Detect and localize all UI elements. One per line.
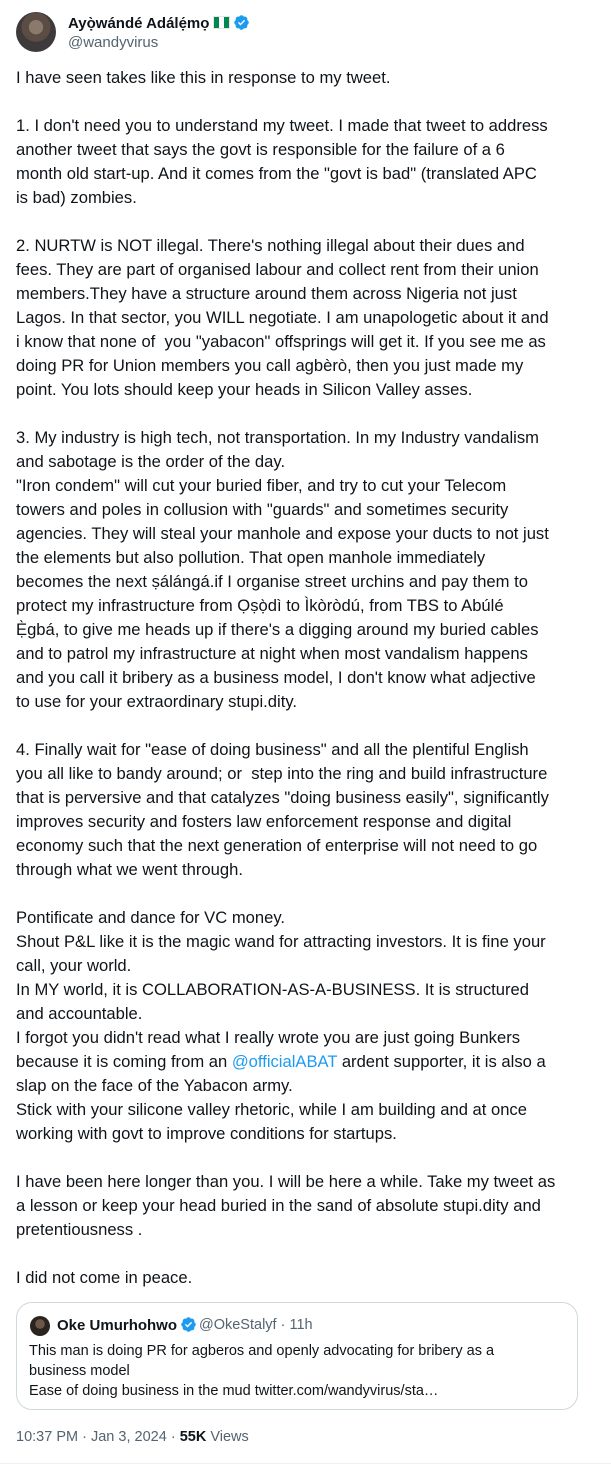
tweet-line: and to patrol my infrastructure at night when most vandalism happens [16,644,528,663]
meta-separator: · [82,1429,87,1445]
tweet-blank-line [16,402,591,426]
tweet-date[interactable]: Jan 3, 2024 [90,1429,167,1445]
tweet-line: slap on the face of the Yabacon army. [16,1076,293,1095]
divider [0,1463,611,1464]
tweet-line: fees. They are part of organised labour and collect rent from their union [16,260,539,279]
tweet-line: call, your world. [16,956,132,975]
verified-badge-icon [233,14,250,31]
tweet-time[interactable]: 10:37 PM [16,1429,79,1445]
avatar[interactable] [16,12,56,52]
nigeria-flag-icon [213,16,230,29]
meta-separator: · [280,1317,286,1333]
tweet-line: I did not come in peace. [16,1268,193,1287]
author-name-row[interactable] [68,14,250,32]
tweet-blank-line [16,714,591,738]
tweet-line: Shout P&L like it is the magic wand for attracting investors. It is fine your [16,932,546,951]
tweet-line: and sabotage is the order of the day. [16,452,286,471]
tweet-line: economy such that the next generation of enterprise will not need to go [16,836,538,855]
tweet-line: 3. My industry is high tech, not transportation. In my Industry vandalism [16,428,539,447]
author-handle[interactable]: @wandyvirus [68,34,159,51]
quoted-time[interactable]: 11h [289,1317,313,1333]
views-count: 55K [179,1429,207,1445]
mention-link[interactable]: @officialABAT [231,1052,338,1071]
tweet-line: 2. NURTW is NOT illegal. There's nothing illegal about their dues and [16,236,525,255]
tweet-line: another tweet that says the govt is responsible for the failure of a 6 [16,140,505,159]
verified-badge-icon [180,1316,197,1333]
quoted-meta [199,1317,313,1333]
tweet-line: pretentiousness . [16,1220,143,1239]
tweet-line: Ẹ̀gbá, to give me heads up if there's a digging around my buried cables [16,620,539,639]
quoted-avatar[interactable] [30,1316,50,1336]
meta-separator: · [170,1429,176,1445]
tweet-blank-line [16,1242,591,1266]
tweet-line: protect my infrastructure from Ọṣọ̀dì to Ìkòròdú, from TBS to Abúlé [16,596,504,615]
quoted-line: Ease of doing business in the mud twitter.com/wandyvirus/sta… [29,1383,439,1399]
views-label: Views [210,1429,249,1445]
tweet-line-with-mention [16,1050,591,1074]
tweet-line: point. You lots should keep your heads in Silicon Valley asses. [16,380,473,399]
tweet-line: Stick with your silicone valley rhetoric, while I am building and at once [16,1100,527,1119]
tweet-line: working with govt to improve conditions for startups. [16,1124,397,1143]
tweet-line: "Iron condem" will cut your buried fiber, and try to cut your Telecom [16,476,507,495]
quoted-author-name[interactable]: Oke Umurhohwo [57,1317,178,1334]
tweet-line: 4. Finally wait for "ease of doing business" and all the plentiful English [16,740,529,759]
tweet-text [16,66,591,1290]
tweet-line: I forgot you didn't read what I really wrote you are just going Bunkers [16,1028,521,1047]
tweet-line: you all like to bandy around; or step into the ring and build infrastructure [16,764,548,783]
tweet-line: improves security and fosters law enforcement response and digital [16,812,512,831]
quoted-line: business model [29,1363,130,1379]
tweet-meta [16,1429,249,1445]
tweet-line: the elements but also pollution. That open manhole immediately [16,548,486,567]
quoted-text [29,1341,569,1401]
tweet-line: becomes the next ṣálángá.if I organise street urchins and pay them to [16,572,528,591]
tweet-line: agencies. They will steal your manhole and expose your ducts to not just [16,524,549,543]
quoted-author-name-row[interactable] [57,1316,197,1334]
quoted-handle[interactable]: @OkeStalyf [199,1317,277,1333]
tweet-line: month old start-up. And it comes from the "govt is bad" (translated APC [16,164,537,183]
tweet-line-text: because it is coming from an [16,1052,232,1071]
tweet-line: through what we went through. [16,860,243,879]
tweet-blank-line [16,210,591,234]
tweet-blank-line [16,1146,591,1170]
tweet-blank-line [16,90,591,114]
tweet-line: to use for your extraordinary stupi.dity. [16,692,297,711]
tweet-line: Pontificate and dance for VC money. [16,908,286,927]
tweet-line: and you call it bribery as a business model, I don't know what adjective [16,668,536,687]
tweet-line: I have seen takes like this in response to my tweet. [16,68,391,87]
tweet-line: is bad) zombies. [16,188,137,207]
tweet-line: a lesson or keep your head buried in the sand of absolute stupi.dity and [16,1196,541,1215]
quoted-tweet[interactable] [16,1302,578,1410]
author-name[interactable]: Ayọ̀wándé Adálẹ́mọ [68,15,210,32]
tweet-line: Lagos. In that sector, you WILL negotiate. I am unapologetic about it and [16,308,549,327]
tweet-line: that is perversive and that catalyzes "doing business easily", significantly [16,788,549,807]
tweet-line: doing PR for Union members you call agbèrò, then you just made my [16,356,524,375]
tweet-line: members.They have a structure around them across Nigeria not just [16,284,517,303]
tweet-line: I have been here longer than you. I will be here a while. Take my tweet as [16,1172,556,1191]
tweet-line: and accountable. [16,1004,143,1023]
tweet-line: In MY world, it is COLLABORATION-AS-A-BUSINESS. It is structured [16,980,529,999]
tweet-line: i know that none of you "yabacon" offsprings will get it. If you see me as [16,332,546,351]
tweet-header [16,12,596,54]
tweet-line-text: ardent supporter, it is also a [337,1052,546,1071]
quoted-line: This man is doing PR for agberos and openly advocating for bribery as a [29,1343,495,1359]
tweet-line: 1. I don't need you to understand my tweet. I made that tweet to address [16,116,548,135]
tweet-blank-line [16,882,591,906]
tweet-line: towers and poles in collusion with "guards" and sometimes security [16,500,509,519]
